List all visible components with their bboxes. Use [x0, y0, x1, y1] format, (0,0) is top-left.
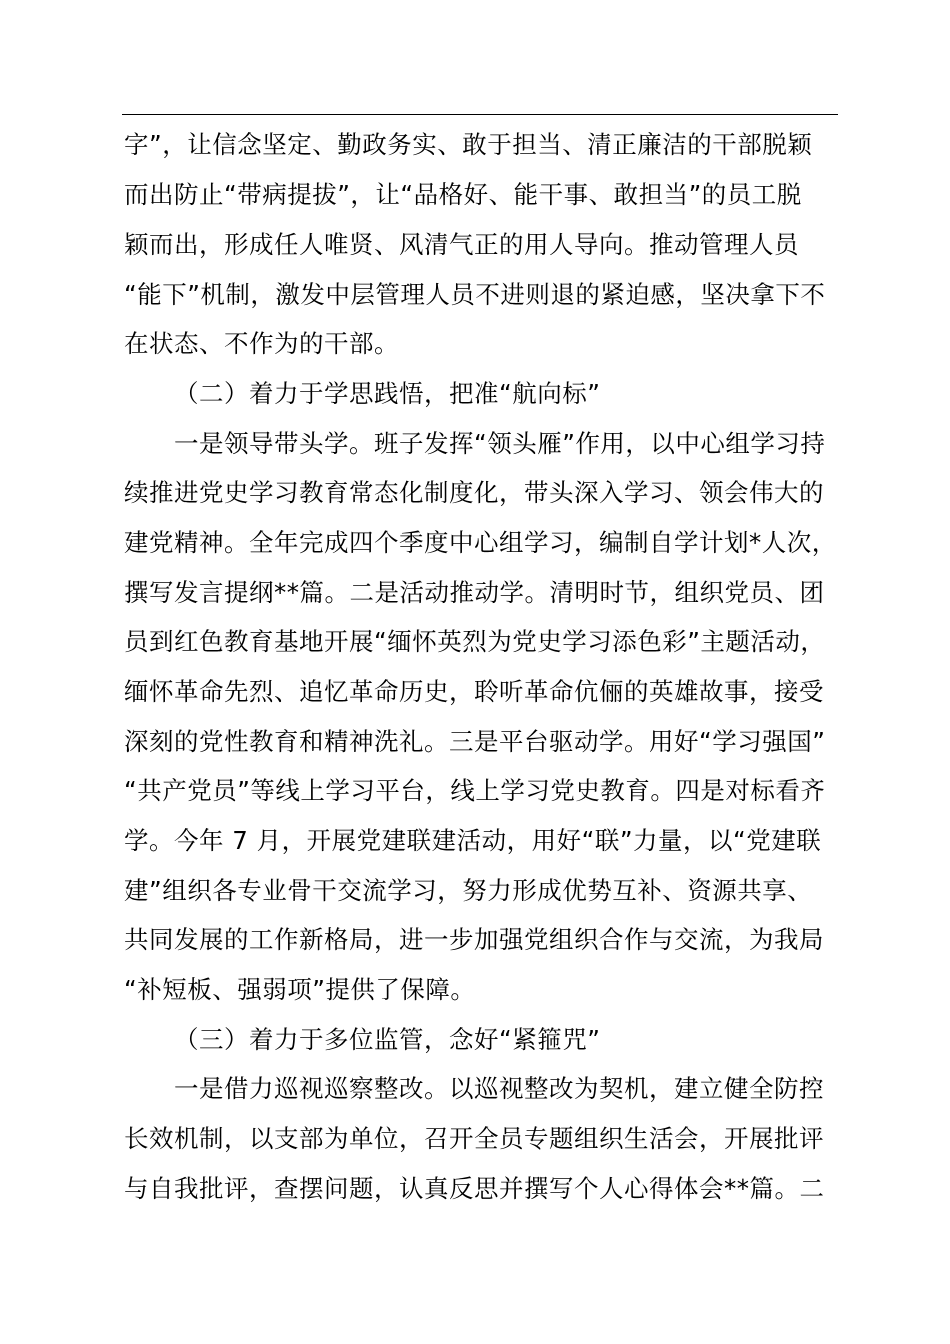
text-line: 建”组织各专业骨干交流学习，努力形成优势互补、资源共享、	[124, 876, 813, 905]
text-line: “能下”机制，激发中层管理人员不进则退的紧迫感，坚决拿下不	[124, 280, 826, 309]
paragraph-start: 一是领导带头学。班子发挥“领头雁”作用，以中心组学习持	[174, 429, 826, 458]
paragraph-start: 一是借力巡视巡察整改。以巡视整改为契机，建立健全防控	[174, 1074, 824, 1103]
text-line: 而出防止“带病提拔”，让“品格好、能干事、敢担当”的员工脱	[124, 180, 802, 209]
header-rule	[122, 114, 838, 115]
text-line: 撰写发言提纲**篇。二是活动推动学。清明时节，组织党员、团	[124, 578, 825, 607]
text-line: 长效机制，以支部为单位，召开全员专题组织生活会，开展批评	[124, 1124, 824, 1153]
text-line: 深刻的党性教育和精神洗礼。三是平台驱动学。用好“学习强国”	[124, 727, 826, 756]
section-heading: （三）着力于多位监管，念好“紧箍咒”	[174, 1025, 601, 1054]
text-line: 学。今年 7 月，开展党建联建活动，用好“联”力量，以“党建联	[124, 826, 822, 855]
section-heading: （二）着力于学思践悟，把准“航向标”	[174, 379, 601, 408]
text-line: 共同发展的工作新格局，进一步加强党组织合作与交流，为我局	[124, 925, 824, 954]
text-line: “共产党员”等线上学习平台，线上学习党史教育。四是对标看齐	[124, 776, 826, 805]
text-line: 与自我批评，查摆问题，认真反思并撰写个人心得体会**篇。二	[124, 1174, 825, 1203]
text-line: 字”，让信念坚定、勤政务实、敢于担当、清正廉洁的干部脱颖	[124, 130, 813, 159]
text-line: 员到红色教育基地开展“缅怀英烈为党史学习添色彩”主题活动，	[124, 627, 826, 656]
text-line: 建党精神。全年完成四个季度中心组学习，编制自学计划*人次，	[124, 528, 837, 557]
text-line: 缅怀革命先烈、追忆革命历史，聆听革命伉俪的英雄故事，接受	[124, 677, 824, 706]
text-line: “补短板、强弱项”提供了保障。	[124, 975, 476, 1004]
text-line: 续推进党史学习教育常态化制度化，带头深入学习、领会伟大的	[124, 478, 824, 507]
text-line: 在状态、不作为的干部。	[124, 329, 399, 358]
text-line: 颖而出，形成任人唯贤、风清气正的用人导向。推动管理人员	[124, 230, 799, 259]
